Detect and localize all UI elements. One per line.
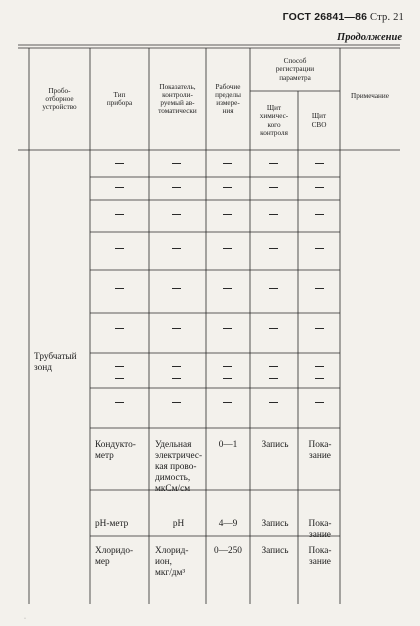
- col-note-label: Примечание: [351, 92, 389, 100]
- dash-cell: [269, 328, 278, 329]
- dash-cell: [115, 402, 124, 403]
- dash-cell: [223, 328, 232, 329]
- dash-cell: [172, 366, 181, 367]
- dash-cell: [315, 378, 324, 379]
- dash-cell: [269, 288, 278, 289]
- dash-cell: [172, 328, 181, 329]
- dash-cell: [172, 187, 181, 188]
- dash-cell: [115, 288, 124, 289]
- dash-cell: [269, 163, 278, 164]
- dash-cell: [315, 366, 324, 367]
- dash-cell: [223, 214, 232, 215]
- col-svo-panel-header: [299, 91, 339, 150]
- dash-cell: [223, 402, 232, 403]
- device-cell: Кондукто- метр: [95, 440, 136, 461]
- dash-cell: [315, 163, 324, 164]
- dash-cell: [115, 328, 124, 329]
- sampler-label: Трубчатый зонд: [34, 352, 77, 373]
- dash-cell: [269, 187, 278, 188]
- svo-cell: Пока- зание: [308, 546, 332, 567]
- col-device-label: Тип прибора: [106, 90, 133, 107]
- dash-cell: [172, 288, 181, 289]
- dash-cell: [172, 214, 181, 215]
- continuation-label: Продолжение: [337, 32, 402, 43]
- col-indicator-label: Показатель, контроли- руемый ав- томатически: [158, 82, 197, 116]
- dash-cell: [223, 366, 232, 367]
- dash-cell: [115, 187, 124, 188]
- dash-cell: [315, 214, 324, 215]
- dash-cell: [172, 378, 181, 379]
- dash-cell: [223, 248, 232, 249]
- range-cell: 4—9: [218, 519, 238, 529]
- dash-cell: [269, 248, 278, 249]
- dash-cell: [115, 366, 124, 367]
- svo-cell: Пока- зание: [308, 440, 332, 461]
- col-svo-panel-label: Щит СВО: [311, 112, 327, 129]
- dash-cell: [223, 378, 232, 379]
- col-chem-panel-header: [251, 91, 297, 150]
- dash-cell: [172, 248, 181, 249]
- dash-cell: [115, 378, 124, 379]
- dash-cell: [269, 366, 278, 367]
- indicator-cell: Удельная электричес- кая прово- димость, мкСм/см: [155, 440, 203, 494]
- chem-cell: Запись: [261, 440, 289, 450]
- gost-number: ГОСТ 26841—86: [282, 11, 368, 23]
- dash-cell: [172, 402, 181, 403]
- page-mark: ·: [24, 616, 26, 622]
- col-sampler-label: Пробо- отборное устройство: [42, 86, 77, 112]
- page-number: Стр. 21: [370, 12, 404, 23]
- dash-cell: [269, 214, 278, 215]
- col-indicator-header: [151, 48, 204, 150]
- dash-cell: [315, 328, 324, 329]
- col-range-label: Рабочие пределы измере- ния: [215, 82, 241, 116]
- col-sampler-header: [31, 48, 88, 150]
- dash-cell: [315, 187, 324, 188]
- dash-cell: [223, 163, 232, 164]
- device-cell: Хлоридо- мер: [95, 546, 134, 567]
- chem-cell: Запись: [261, 546, 289, 556]
- indicator-cell: pH: [172, 519, 185, 529]
- dash-cell: [315, 288, 324, 289]
- dash-cell: [269, 402, 278, 403]
- dash-cell: [223, 288, 232, 289]
- col-device-header: [92, 48, 147, 150]
- dash-cell: [172, 163, 181, 164]
- dash-cell: [115, 214, 124, 215]
- range-cell: 0—250: [214, 546, 242, 556]
- range-cell: 0—1: [218, 440, 238, 450]
- dash-cell: [115, 163, 124, 164]
- dash-cell: [223, 187, 232, 188]
- indicator-cell: Хлорид- ион, мкг/дм³: [155, 546, 189, 578]
- dash-cell: [269, 378, 278, 379]
- dash-cell: [315, 248, 324, 249]
- svo-cell: Пока- зание: [308, 519, 332, 540]
- chem-cell: Запись: [261, 519, 289, 529]
- col-range-header: [208, 48, 248, 150]
- col-note-header: [342, 92, 398, 100]
- col-registration-label: Способ регистрации параметра: [275, 57, 315, 82]
- col-registration-header: [252, 48, 338, 91]
- dash-cell: [115, 248, 124, 249]
- device-cell: pH-метр: [95, 519, 129, 529]
- dash-cell: [315, 402, 324, 403]
- col-chem-panel-label: Щит химичес- кого контроля: [259, 104, 289, 137]
